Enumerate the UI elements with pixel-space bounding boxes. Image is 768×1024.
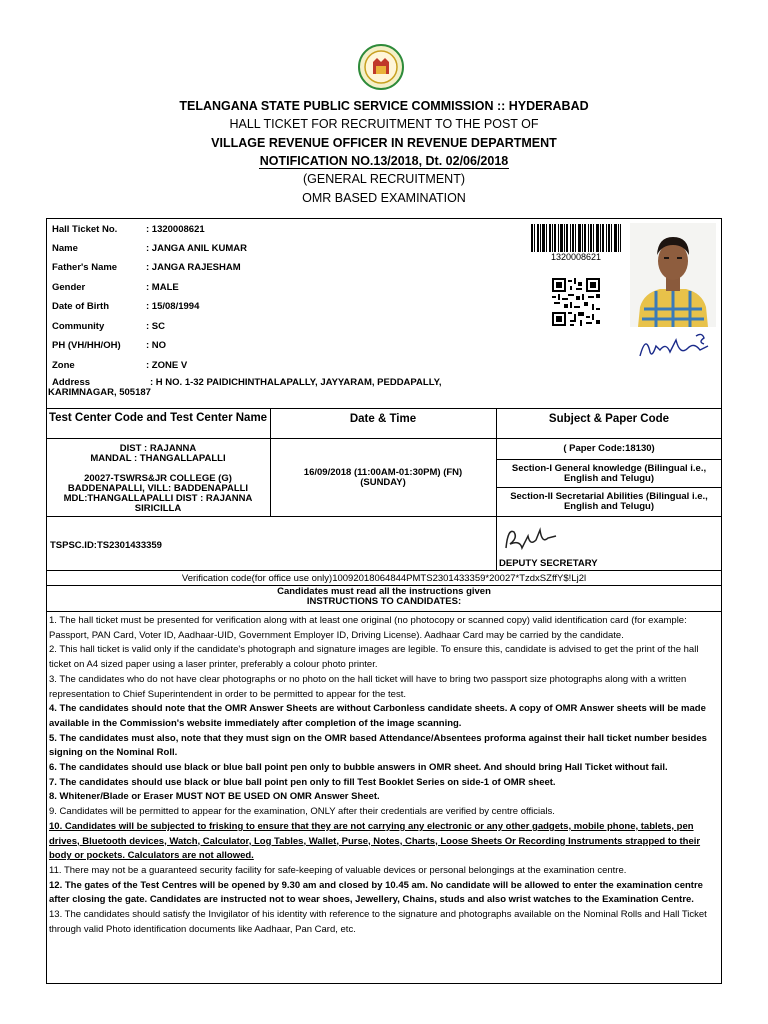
notification-line [0, 154, 768, 168]
instruction-item: 5. The candidates must also, note that they must sign on the OMR based Attendance/Absentees proforma against their hall ticket number besides signing on the Nominal Roll. [49, 732, 707, 759]
verification-code: Verification code(for office use only)10092018064844PMTS2301433359*20027*TzdxSZffY$!Lj2l [181, 573, 587, 584]
divider [46, 570, 722, 571]
barcode-icon [531, 224, 621, 252]
notification-text: NOTIFICATION NO.13/2018, Dt. 02/06/2018 [259, 154, 509, 168]
instruction-item: 4. The candidates should note that the OMR Answer Sheets are without Carbonless candidate sheets. A copy of OMR Answer sheets will be made available in the Commission's website immediately after completion of the image scanning. [49, 703, 706, 729]
exam-type: OMR BASED EXAMINATION [302, 191, 466, 205]
address-label: Address [52, 377, 91, 388]
field-label: Hall Ticket No. [52, 224, 118, 235]
qr-code-icon [552, 278, 600, 326]
tspsc-id: TSPSC.ID:TS2301433359 [50, 540, 162, 551]
deputy-secretary-signature-icon [500, 522, 562, 556]
divider [496, 459, 722, 460]
field-label: Gender [52, 282, 86, 293]
instruction-item: 2. This hall ticket is valid only if the candidate's photograph and signature images are legible. To ensure this, candidate is advised to get the print of the hall ticket on A4 sized paper using a laser printer, preferably a colour photo printer. [49, 644, 699, 671]
header-test-center: Test Center Code and Test Center Name [48, 412, 268, 424]
center-mandal: MANDAL : THANGALLAPALLI [90, 453, 226, 464]
community: : SC [146, 321, 165, 332]
tspsc-emblem-icon [358, 44, 404, 90]
paper-code: ( Paper Code:18130) [563, 443, 655, 454]
must-read-notice [46, 587, 722, 607]
instruction-item: 12. The gates of the Test Centres will be opened by 9.30 am and closed by 10.45 am. No candidate will be allowed to enter the examination centre after closing the gate. Candidates are instructed not to wear shoes, Jewellery, Chains, studs and also wrist watches to the Examination Centre. [49, 879, 703, 906]
divider [270, 408, 271, 516]
divider [46, 438, 722, 439]
address-block [48, 378, 488, 398]
hall-ticket-subtitle: HALL TICKET FOR RECRUITMENT TO THE POST OF [229, 117, 539, 131]
candidate-signature-icon [636, 328, 716, 364]
divider [46, 516, 722, 517]
center-name: 20027-TSWRS&JR COLLEGE (G) BADDENAPALLI, VILL: BADDENAPALLI MDL:THANGALLAPALLI DIST : RAJANNA SIRICILLA [63, 473, 253, 514]
field-label: Name [52, 243, 78, 254]
barcode-number: 1320008621 [550, 252, 602, 262]
ph-status: : NO [146, 340, 167, 351]
address-line2: KARIMNAGAR, 505187 [48, 387, 151, 398]
father-name: : JANGA RAJESHAM [146, 262, 241, 273]
field-label: Community [52, 321, 105, 332]
commission-title: TELANGANA STATE PUBLIC SERVICE COMMISSION :: HYDERABAD [179, 99, 589, 113]
must-read-text: Candidates must read all the instructions given [277, 586, 491, 597]
instruction-item: 13. The candidates should satisfy the Invigilator of his identity with reference to the signature and photographs available on the Nominal Rolls and Hall Ticket through valid Photo identification documents like Aadhaar, Pan Card, etc. [49, 909, 707, 935]
instruction-item: 1. The hall ticket must be presented for verification along with at least one original (no photocopy or scanned copy) valid identification card (for example: Passport, PAN Card, Voter ID, Aadhaar-UID, Government Employer ID, Driving License). Aadhaar Card may be carried by the candidate. [49, 615, 687, 641]
instruction-item: 10. Candidates will be subjected to frisking to ensure that they are not carrying any electronic or any other gadgets, mobile phone, tablets, pen drives, Bluetooth devices, Watch, Calculator, Log Tables, Wallet, Purse, Notes, Charts, Loose Sheets Or Recording Instruments strapped to their body or pockets. Calculators are not allowed. [49, 820, 701, 862]
instruction-item: 9. Candidates will be permitted to appear for the examination, ONLY after their credentials are verified by centre officials. [49, 806, 555, 818]
divider [496, 487, 722, 488]
zone: : ZONE V [146, 360, 188, 371]
exam-date-time: 16/09/2018 (11:00AM-01:30PM) (FN)(SUNDAY) [303, 467, 463, 488]
instructions-list [49, 614, 721, 937]
instruction-item: 7. The candidates should use black or blue ball point pen only to fill Test Booklet Series on side-1 of OMR sheet. [49, 776, 556, 788]
recruitment-type: (GENERAL RECRUITMENT) [302, 172, 466, 186]
instruction-item: 8. Whitener/Blade or Eraser MUST NOT BE USED ON OMR Answer Sheet. [49, 791, 380, 803]
section-1: Section-I General knowledge (Bilingual i.e., English and Telugu) [511, 463, 707, 484]
instruction-item: 11. There may not be a guaranteed security facility for safe-keeping of valuable devices or personal belongings at the examination centre. [49, 864, 627, 876]
field-label: Zone [52, 360, 75, 371]
field-label: Father's Name [52, 262, 118, 273]
field-label: PH (VH/HH/OH) [52, 340, 121, 351]
candidate-photo [630, 223, 716, 327]
divider [496, 408, 497, 570]
hall-ticket-number: : 1320008621 [146, 224, 205, 235]
section-2: Section-II Secretarial Abilities (Bilingual i.e., English and Telugu) [510, 491, 708, 512]
header-subject: Subject & Paper Code [548, 413, 670, 425]
date-of-birth: : 15/08/1994 [146, 301, 200, 312]
instructions-title: INSTRUCTIONS TO CANDIDATES: [306, 596, 462, 607]
header-date-time: Date & Time [349, 413, 417, 425]
center-dist: DIST : RAJANNA [119, 443, 197, 454]
instruction-item: 3. The candidates who do not have clear photographs or no photo on the hall ticket will have to bring two passport size photographs along with a written representation to Chief Superintendent in order to be permitted to appear for the test. [49, 673, 687, 700]
post-title: VILLAGE REVENUE OFFICER IN REVENUE DEPARTMENT [211, 136, 557, 150]
divider [46, 408, 722, 409]
candidate-name: : JANGA ANIL KUMAR [146, 243, 247, 254]
gender: : MALE [146, 282, 179, 293]
deputy-secretary-label: DEPUTY SECRETARY [499, 558, 598, 569]
instruction-item: 6. The candidates should use black or blue ball point pen only to bubble answers in OMR sheet. And should bring Hall Ticket without fail. [49, 762, 668, 774]
field-label: Date of Birth [52, 301, 109, 312]
address-value: : H NO. 1-32 PAIDICHINTHALAPALLY, JAYYARAM, PEDDAPALLY, [150, 377, 442, 388]
divider [46, 611, 722, 612]
